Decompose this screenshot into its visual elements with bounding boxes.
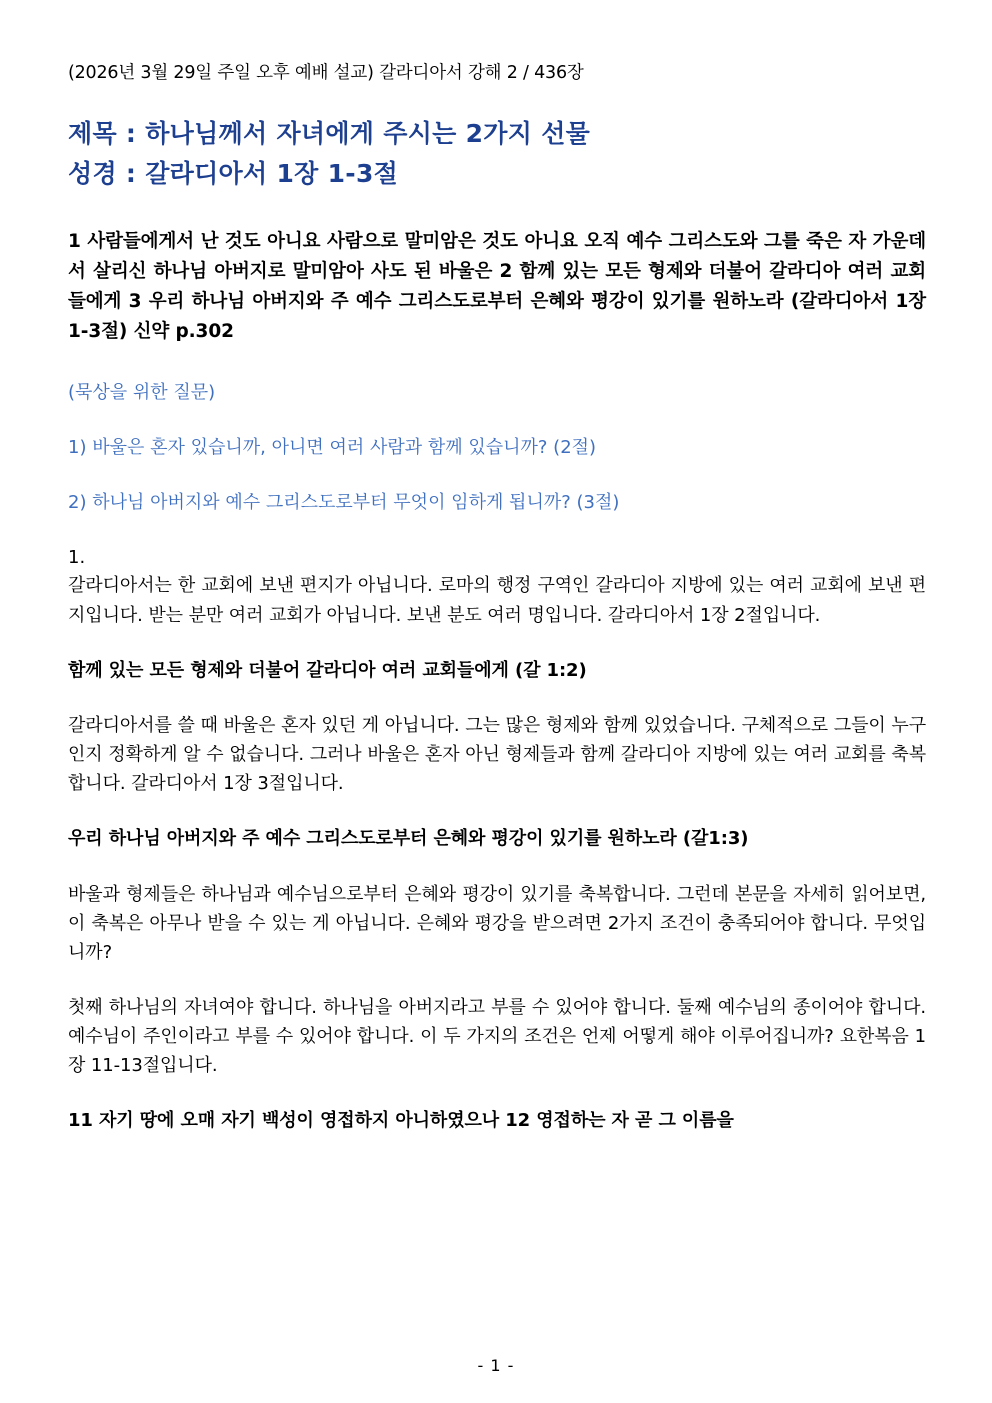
body-paragraph-4: 첫째 하나님의 자녀여야 합니다. 하나님을 아버지라고 부를 수 있어야 합니다. 둘째 예수님의 종이어야 합니다. 예수님이 주인이라고 부를 수 있어야 합니다. 이 두 가지의 조건은 언제 어떻게 해야 이루어집니까? 요한복음 1장 11-13절입니다. xyxy=(68,996,926,1077)
section-number: 1. xyxy=(68,546,86,568)
verse-quote-3: 11 자기 땅에 오매 자기 백성이 영접하지 아니하였으나 12 영접하는 자 곧 그 이름을 xyxy=(68,1110,734,1132)
scripture-passage: 1 사람들에게서 난 것도 아니요 사람으로 말미암은 것도 아니요 오직 예수 그리스도와 그를 죽은 자 가운데서 살리신 하나님 아버지로 말미암아 사도 된 바울은 2 함께 있는 모든 형제와 더불어 갈라디아 여러 교회들에게 3 우리 하나님 아버지와 주 예수 그리스도로부터 은혜와 평강이 있기를 원하노라 (갈라디아서 1장 1-3절) 신약 p.302 xyxy=(68,231,926,343)
sermon-header-line: (2026년 3월 29일 주일 오후 예배 설교) 갈라디아서 강해 2 / 436장 xyxy=(68,63,584,83)
meditation-questions-heading: (묵상을 위한 질문) xyxy=(68,382,216,404)
sermon-scripture-reference: 성경 : 갈라디아서 1장 1-3절 xyxy=(68,158,399,188)
body-paragraph-3: 바울과 형제들은 하나님과 예수님으로부터 은혜와 평강이 있기를 축복합니다. 그런데 본문을 자세히 읽어보면, 이 축복은 아무나 받을 수 있는 게 아닙니다. 은혜와 평강을 받으려면 2가지 조건이 충족되어야 합니다. 무엇입니까? xyxy=(68,883,926,963)
verse-quote-2: 우리 하나님 아버지와 주 예수 그리스도로부터 은혜와 평강이 있기를 원하노라 (갈1:3) xyxy=(68,828,749,850)
document-content xyxy=(68,60,926,1162)
meditation-question-1: 1) 바울은 혼자 있습니까, 아니면 여러 사람과 함께 있습니까? (2절) xyxy=(68,436,597,458)
body-paragraph-2: 갈라디아서를 쓸 때 바울은 혼자 있던 게 아닙니다. 그는 많은 형제와 함께 있었습니다. 구체적으로 그들이 누구인지 정확하게 알 수 없습니다. 그러나 바울은 혼자 아닌 형제들과 함께 갈라디아 지방에 있는 여러 교회를 축복합니다. 갈라디아서 1장 3절입니다. xyxy=(68,714,926,795)
body-paragraph-1: 갈라디아서는 한 교회에 보낸 편지가 아닙니다. 로마의 행정 구역인 갈라디아 지방에 있는 여러 교회에 보낸 편지입니다. 받는 분만 여러 교회가 아닙니다. 보낸 분도 여러 명입니다. 갈라디아서 1장 2절입니다. xyxy=(68,575,926,626)
page-number-footer: - 1 - xyxy=(477,1356,515,1375)
verse-quote-1: 함께 있는 모든 형제와 더불어 갈라디아 여러 교회들에게 (갈 1:2) xyxy=(68,659,587,681)
title-block xyxy=(68,114,926,193)
sermon-title: 제목 : 하나님께서 자녀에게 주시는 2가지 선물 xyxy=(68,119,591,149)
meditation-question-2: 2) 하나님 아버지와 예수 그리스도로부터 무엇이 임하게 됩니까? (3절) xyxy=(68,491,620,513)
